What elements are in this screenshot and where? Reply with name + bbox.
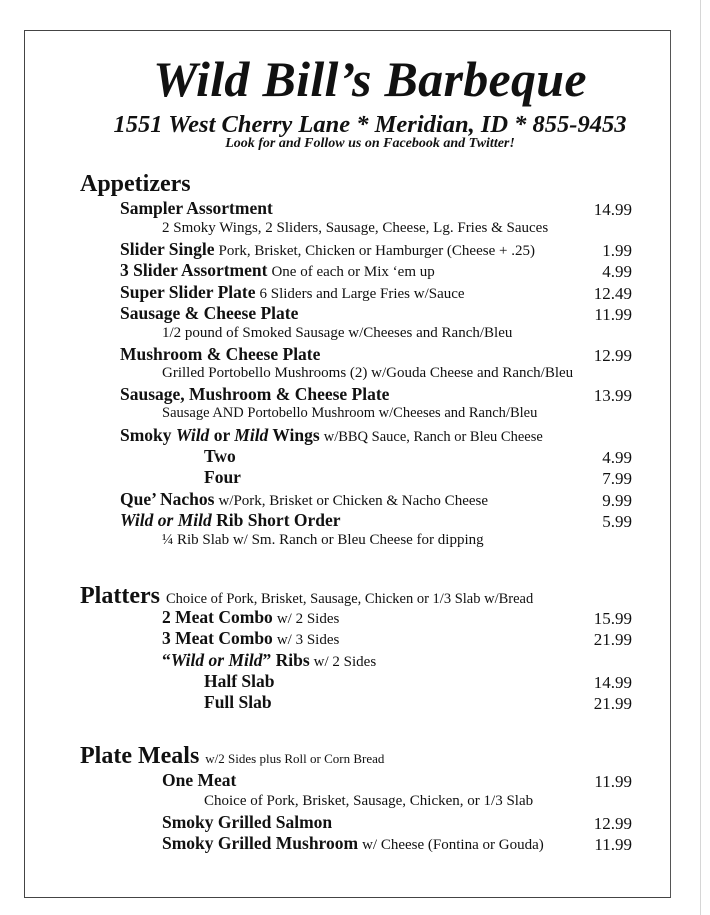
menu-item-ribs	[162, 652, 376, 670]
menu-item-detail: w/ 2 Sides	[276, 611, 340, 627]
menu-item	[162, 609, 339, 627]
menu-item-name: 3 Slider Assortment	[120, 260, 268, 280]
restaurant-name: Wild Bill’s Barbeque	[153, 51, 587, 107]
menu-item-detail: w/ Cheese (Fontina or Gouda)	[362, 837, 544, 853]
menu-item	[162, 630, 339, 648]
menu-item	[120, 284, 465, 302]
menu-item-price: 14.99	[593, 200, 632, 219]
menu-item-price: 12.99	[593, 814, 632, 833]
menu-item-name: 2 Meat Combo	[162, 607, 273, 627]
menu-item-description: 2 Smoky Wings, 2 Sliders, Sausage, Cheese, Lg. Fries & Sauces	[162, 220, 549, 236]
menu-item-name: Sausage & Cheese Plate	[120, 303, 299, 323]
menu-item	[120, 241, 535, 259]
menu-item-description: Grilled Portobello Mushrooms (2) w/Gouda Cheese and Ranch/Bleu	[162, 365, 574, 381]
menu-item	[162, 835, 544, 853]
menu-item-name: Super Slider Plate	[120, 282, 256, 302]
menu-item-price: 15.99	[593, 609, 632, 628]
menu-option-label: Four	[204, 467, 241, 487]
menu-item-name: Mushroom & Cheese Plate	[120, 344, 321, 364]
menu-item-wings	[120, 427, 543, 445]
menu-item-name: Slider Single	[120, 239, 215, 259]
section-heading-plate-meals	[80, 744, 384, 768]
section-title: Plate Meals	[80, 743, 200, 769]
menu-item-detail: Pork, Brisket, Chicken or Hamburger (Cheese + .25)	[218, 243, 535, 259]
section-heading-appetizers	[80, 172, 191, 196]
menu-item-price: 11.99	[594, 835, 632, 854]
menu-item-description: ¼ Rib Slab w/ Sm. Ranch or Bleu Cheese for dipping	[162, 532, 484, 548]
menu-item-name: Smoky Wild or Mild Wings	[120, 425, 320, 445]
menu-item-name: Smoky Grilled Mushroom	[162, 833, 359, 853]
menu-item-price: 21.99	[593, 630, 632, 649]
menu-item-detail: One of each or Mix ‘em up	[271, 264, 435, 280]
menu-item-price: 13.99	[593, 386, 632, 405]
section-subtitle: w/2 Sides plus Roll or Corn Bread	[205, 751, 385, 766]
section-title: Appetizers	[80, 171, 191, 197]
menu-item-name: One Meat	[162, 770, 237, 790]
menu-option-price: 21.99	[593, 694, 632, 713]
menu-item-detail: w/ 3 Sides	[276, 632, 340, 648]
section-title: Platters	[80, 583, 160, 609]
menu-option-price: 14.99	[593, 673, 632, 692]
menu-item-name: Sausage, Mushroom & Cheese Plate	[120, 384, 390, 404]
menu-option-label: Full Slab	[204, 692, 272, 712]
menu-option-label: Two	[204, 446, 236, 466]
social-follow-text: Look for and Follow us on Facebook and Twitter!	[225, 136, 515, 151]
menu-item-price: 12.99	[593, 346, 632, 365]
menu-item-price: 11.99	[594, 305, 632, 324]
menu-item-price: 11.99	[594, 772, 632, 791]
menu-option-price: 4.99	[602, 448, 632, 467]
menu-item-detail: w/BBQ Sauce, Ranch or Bleu Cheese	[323, 429, 543, 445]
menu-item-name: Wild or Mild Rib Short Order	[120, 510, 341, 530]
menu-item-price: 5.99	[602, 512, 632, 531]
menu-item-name: 3 Meat Combo	[162, 628, 273, 648]
menu-option-price: 7.99	[602, 469, 632, 488]
menu-item-name: Que’ Nachos	[120, 489, 215, 509]
menu-item	[120, 262, 435, 280]
menu-item-detail: w/Pork, Brisket or Chicken & Nacho Cheese	[218, 493, 488, 509]
menu-item	[120, 491, 488, 509]
menu-item-description: Choice of Pork, Brisket, Sausage, Chicken, or 1/3 Slab	[204, 793, 534, 809]
menu-item-price: 12.49	[593, 284, 632, 303]
section-heading-platters	[80, 584, 533, 608]
menu-item-description: 1/2 pound of Smoked Sausage w/Cheeses and Ranch/Bleu	[162, 325, 513, 341]
menu-item-detail: 6 Sliders and Large Fries w/Sauce	[259, 286, 465, 302]
menu-item-description: Sausage AND Portobello Mushroom w/Cheeses and Ranch/Bleu	[162, 405, 538, 421]
menu-item-name: Smoky Grilled Salmon	[162, 812, 333, 832]
menu-item-price: 9.99	[602, 491, 632, 510]
menu-item-detail: w/ 2 Sides	[313, 654, 377, 670]
section-subtitle: Choice of Pork, Brisket, Sausage, Chicken or 1/3 Slab w/Bread	[165, 591, 534, 607]
restaurant-address: 1551 West Cherry Lane * Meridian, ID * 855-9453	[113, 111, 627, 138]
menu-item-price: 1.99	[602, 241, 632, 260]
menu-item-name: Sampler Assortment	[120, 198, 273, 218]
menu-item-name: “Wild or Mild” Ribs	[162, 650, 310, 670]
menu-item-price: 4.99	[602, 262, 632, 281]
menu-option-label: Half Slab	[204, 671, 275, 691]
